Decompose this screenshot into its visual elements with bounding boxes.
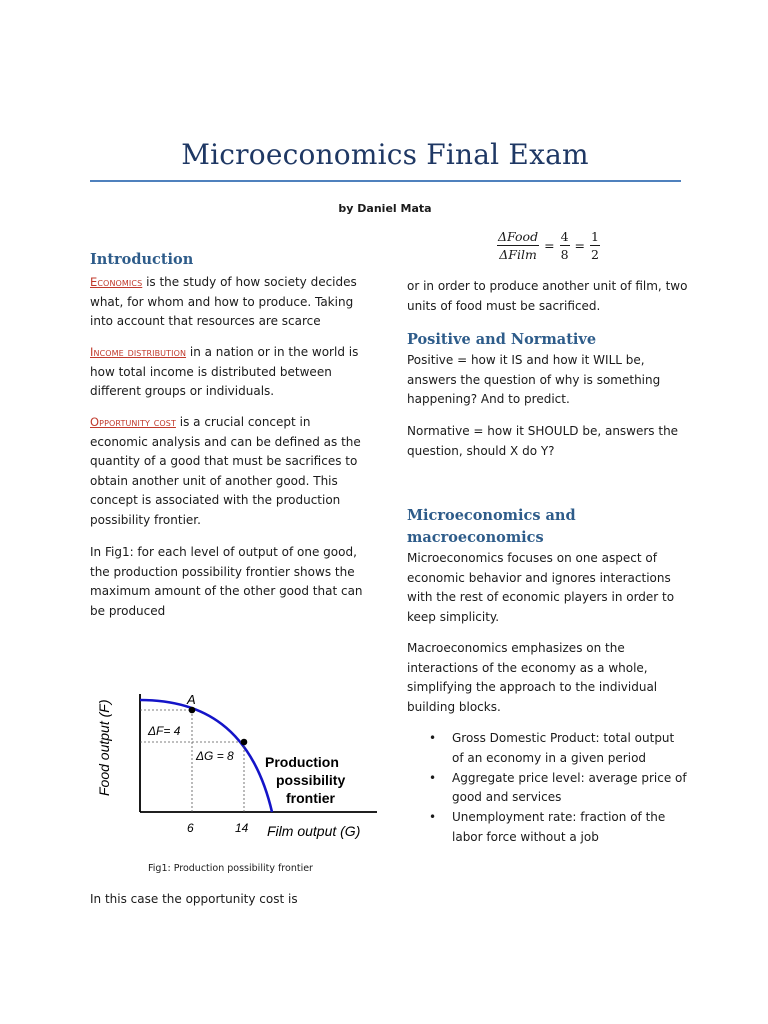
- curve-label-line-1: Production: [265, 754, 339, 770]
- equals-sign: =: [544, 238, 555, 253]
- income-distribution-term: Income distribution: [90, 345, 187, 359]
- curve-label-line-2: possibility: [276, 772, 346, 788]
- list-item: • Unemployment rate: fraction of the labor force without a job: [429, 810, 666, 844]
- introduction-heading: Introduction: [90, 251, 194, 268]
- positive-normative-heading: Positive and Normative: [407, 331, 597, 348]
- list-item: • Aggregate price level: average price of good and services: [429, 770, 687, 805]
- fraction-1-2: $\frac{1}{2}$: [591, 229, 599, 262]
- equals-sign: =: [574, 238, 585, 253]
- x-tick-6: 6: [187, 821, 194, 835]
- microeconomics-paragraph: Microeconomics focuses on one aspect of economic behavior and ignores interactions with the rest of economic players in order to keep simplicity.: [407, 551, 675, 624]
- macro-indicators-list: [407, 729, 689, 848]
- y-axis-label: Food output (F): [96, 699, 112, 796]
- title-divider: [90, 180, 681, 182]
- list-item: • Gross Domestic Product: total output of an economy in a given period: [429, 731, 675, 765]
- x-tick-14: 14: [235, 821, 249, 835]
- opportunity-cost-formula: [497, 228, 600, 263]
- opportunity-cost-term: Opportunity cost: [90, 415, 176, 429]
- delta-f-label: ΔF= 4: [148, 724, 181, 738]
- author-line: by Daniel Mata: [338, 202, 432, 215]
- point-b: [241, 739, 248, 746]
- curve-label-line-3: frontier: [286, 790, 335, 806]
- fraction-4-8: $\frac{4}{8}$: [560, 229, 569, 262]
- fig-description-paragraph: In Fig1: for each level of output of one good, the production possibility frontier shows the maximum amount of the other good that can be produced: [90, 545, 363, 618]
- delta-g-label: ΔG = 8: [196, 749, 234, 763]
- normative-paragraph: Normative = how it SHOULD be, answers the question, should X do Y?: [407, 424, 679, 458]
- point-a: [189, 707, 196, 714]
- positive-paragraph: Positive = how it IS and how it WILL be, answers the question of why is something happening? And to predict.: [407, 353, 661, 407]
- economics-paragraph: Economics is the study of how society decides what, for whom and how to produce. Taking into account that resources are scarce: [90, 275, 357, 329]
- document-title: Microeconomics Final Exam: [181, 138, 589, 171]
- figure-caption: Fig1: Production possibility frontier: [148, 863, 313, 874]
- point-a-label: A: [187, 692, 196, 707]
- micro-macro-heading: Microeconomics and macroeconomics: [407, 507, 576, 546]
- income-distribution-paragraph: Income distribution in a nation or in the world is how total income is distributed between different groups or individuals.: [90, 345, 359, 399]
- opportunity-cost-paragraph: Opportunity cost is a crucial concept in economic analysis and can be defined as the quantity of a good that must be sacrifices to obtain another unit of another good. This concept is associated with the production possibility frontier.: [90, 415, 361, 527]
- macroeconomics-paragraph: Macroeconomics emphasizes on the interactions of the economy as a whole, simplifying the approach to the individual building blocks.: [407, 641, 658, 714]
- economics-term: Economics: [90, 275, 143, 289]
- closing-paragraph: In this case the opportunity cost is: [90, 892, 298, 906]
- fraction-food-film: $\frac{\text{ΔFood}}{\text{ΔFilm}}$: [498, 229, 539, 262]
- x-axis-label: Film output (G): [267, 823, 361, 839]
- formula-explanation: or in order to produce another unit of film, two units of food must be sacrificed.: [407, 279, 688, 313]
- production-possibility-frontier-figure: [92, 672, 382, 847]
